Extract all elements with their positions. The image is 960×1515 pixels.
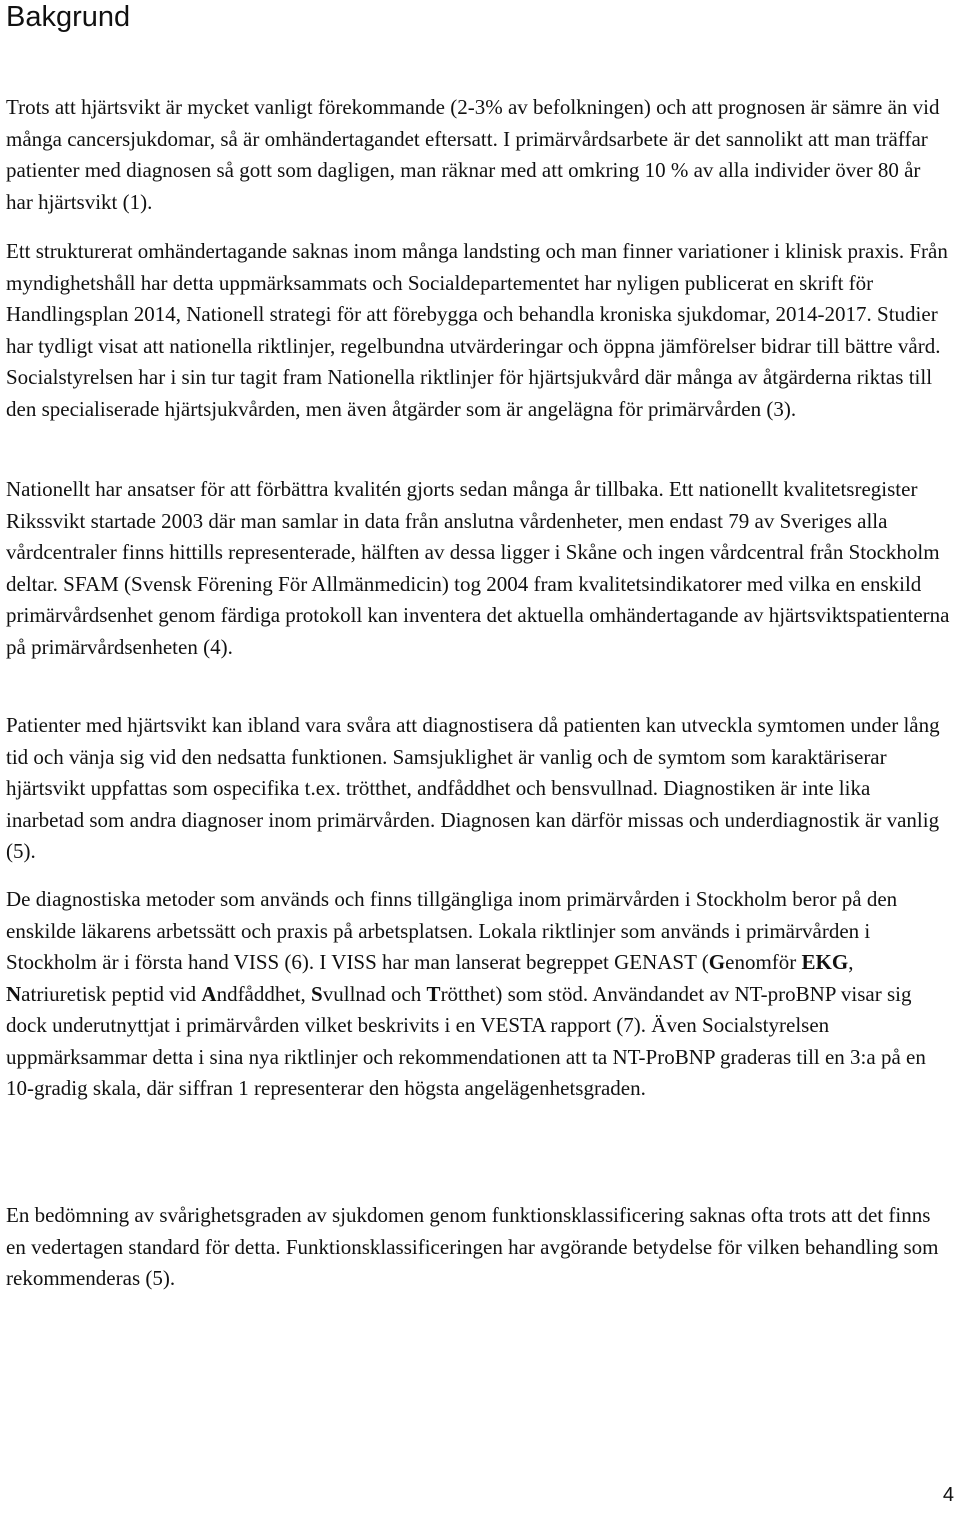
- text-span: vullnad och: [322, 981, 427, 1006]
- paragraph-intro: Trots att hjärtsvikt är mycket vanligt förekommande (2-3% av befolkningen) och att prognosen är sämre än vid många cancersjukdomar, så är omhändertagandet eftersatt. I primärvårdsarbete är det sannolikt att man träffar patienter med diagnosen så gott som dagligen, man räknar med att omkring 10 % av alla individer över 80 år har hjärtsvikt (1).: [6, 95, 940, 214]
- paragraph-functional-classification: En bedömning av svårighetsgraden av sjukdomen genom funktionsklassificering saknas ofta trots att det finns en vedertagen standard för detta. Funktionsklassificeringen har avgörande betydelse för vilken behandling som rekommenderas (5).: [6, 1203, 939, 1290]
- paragraph-national-efforts: Nationellt har ansatser för att förbättra kvalitén gjorts sedan många år tillbaka. Ett nationellt kvalitetsregister Rikssvikt startade 2003 där man samlar in data från anslutna vårdenheter, men endast 79 av Sveriges alla vårdcentraler finns hittills representerade, hälften av dessa ligger i Skåne och ingen vårdcentral från Stockholm deltar. SFAM (Svensk Förening För Allmänmedicin) tog 2004 fram kvalitetsindikatorer med vilka en enskild primärvårdsenhet genom färdiga protokoll kan inventera det aktuella omhändertagande av hjärtsviktspatienterna på primärvårdsenheten (4).: [6, 477, 950, 659]
- text-span: ndfåddhet,: [216, 981, 312, 1006]
- bold-letter: T: [426, 981, 441, 1006]
- bold-letter: N: [6, 981, 22, 1006]
- text-span: De diagnostiska metoder som används och finns tillgängliga inom primärvården i Stockholm beror på den enskilde läkarens arbetssätt och praxis på arbetsplatsen. Lokala riktlinjer som används i primärvården i Stockholm är i första hand VISS (6). I VISS har man lanserat begreppet GENAST (: [6, 887, 898, 974]
- bold-letter: EKG: [801, 950, 849, 974]
- text-span: rötthet) som stöd. Användandet av NT-proBNP visar sig dock underutnyttjat i primärvården vilket beskrivits i en VESTA rapport (7). Även Socialstyrelsen uppmärksammar detta i sina nya riktlinjer och rekommendationen att ta NT-ProBNP graderas till en 3:a på en 10-gradig skala, där siffran 1 representerar den högsta angelägenhetsgraden.: [6, 981, 926, 1100]
- bold-letter: A: [201, 981, 217, 1006]
- text-span: atriuretisk peptid vid: [21, 981, 202, 1006]
- bold-letter: G: [708, 950, 726, 974]
- paragraph-diagnosis-difficulty: Patienter med hjärtsvikt kan ibland vara svåra att diagnostisera då patienten kan utveckla symtomen under lång tid och vänja sig vid den nedsatta funktionen. Samsjuklighet är vanlig och de symtom som karaktäriserar hjärtsvikt uppfattas som ospecifika t.ex. trötthet, andfåddhet och bensvullnad. Diagnostiken är inte lika inarbetad som andra diagnoser inom primärvården. Diagnosen kan därför missas och underdiagnostik är vanlig (5).: [6, 713, 940, 863]
- bold-letter: S: [311, 981, 323, 1006]
- section-heading: Bakgrund: [6, 1, 131, 33]
- text-span: ,: [848, 950, 854, 974]
- page-number: 4: [942, 1484, 954, 1506]
- paragraph-diagnostic-methods: [6, 884, 952, 1105]
- text-span: enomför: [725, 950, 802, 974]
- paragraph-structured-care: Ett strukturerat omhändertagande saknas inom många landsting och man finner variationer i klinisk praxis. Från myndighetshåll har detta uppmärksammats och Socialdepartementet har nyligen publicerat en skrift för Handlingsplan 2014, Nationell strategi för att förebygga och behandla kroniska sjukdomar, 2014-2017. Studier har tydligt visat att nationella riktlinjer, regelbundna utvärderingar och öppna jämförelser bidrar till bättre vård. Socialstyrelsen har i sin tur tagit fram Nationella riktlinjer för hjärtsjukvård där många av åtgärderna riktas till den specialiserade hjärtsjukvården, men även åtgärder som är angelägna för primärvården (3).: [6, 239, 948, 421]
